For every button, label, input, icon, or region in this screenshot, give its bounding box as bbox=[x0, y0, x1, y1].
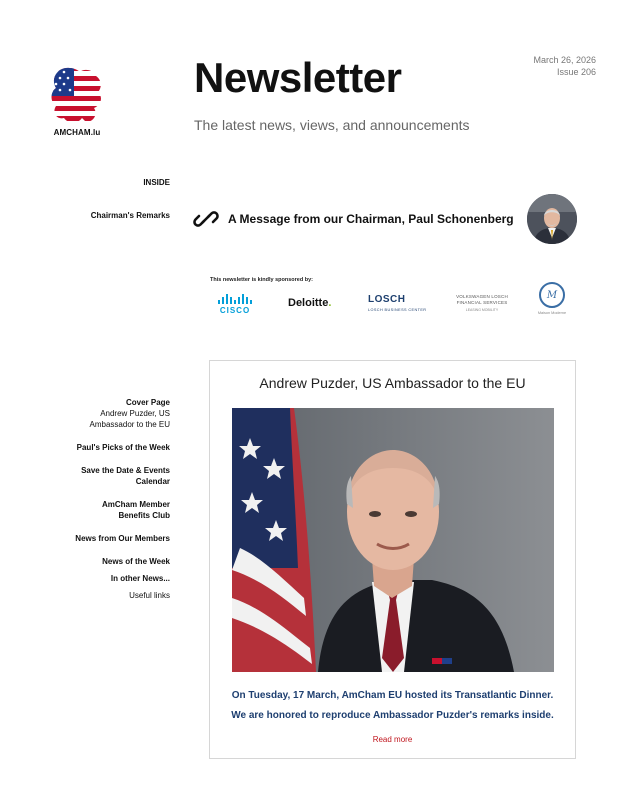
amcham-logo[interactable] bbox=[48, 66, 106, 137]
toc-chairmans-remarks[interactable]: Chairman's Remarks bbox=[90, 211, 170, 220]
sponsors-label: This newsletter is kindly sponsored by: bbox=[210, 277, 313, 283]
chairman-message-link[interactable]: A Message from our Chairman, Paul Schonenberg bbox=[228, 212, 514, 226]
deloitte-dot: . bbox=[328, 297, 332, 309]
amcham-lion-flag-logo bbox=[50, 66, 104, 126]
vw-line2: FINANCIAL SERVICES bbox=[456, 300, 508, 305]
losch-subtitle: LOSCH BUSINESS CENTER bbox=[368, 308, 427, 312]
feature-card bbox=[209, 360, 576, 759]
toc-cover-line2[interactable]: Ambassador to the EU bbox=[89, 420, 170, 429]
deloitte-logo[interactable] bbox=[288, 297, 331, 309]
inside-heading: INSIDE bbox=[143, 178, 170, 187]
maison-moderne-mark-icon: M bbox=[539, 282, 565, 308]
vw-line1: VOLKSWAGEN LOSCH bbox=[456, 294, 508, 299]
newsletter-subtitle: The latest news, views, and announcements bbox=[194, 117, 470, 133]
logo-text: AMCHAM.lu bbox=[53, 128, 101, 137]
toc-pauls-picks[interactable]: Paul's Picks of the Week bbox=[76, 443, 170, 452]
chain-link-icon bbox=[193, 206, 219, 232]
toc-useful-links[interactable]: Useful links bbox=[129, 591, 170, 600]
feature-summary bbox=[210, 686, 575, 726]
toc-cover-line1[interactable]: Andrew Puzder, US bbox=[100, 409, 170, 418]
vw-losch-logo[interactable] bbox=[452, 294, 512, 312]
feature-title: Andrew Puzder, US Ambassador to the EU bbox=[259, 375, 526, 391]
losch-wordmark: LOSCH bbox=[368, 294, 406, 305]
chairman-link-icon-wrap[interactable] bbox=[193, 206, 219, 232]
cisco-bars-icon bbox=[212, 294, 258, 304]
issue-info bbox=[533, 54, 596, 78]
toc-other-news[interactable]: In other News... bbox=[110, 574, 170, 583]
toc-save-date-line1[interactable]: Save the Date & Events bbox=[81, 466, 170, 475]
ambassador-portrait bbox=[232, 408, 554, 672]
table-of-contents bbox=[30, 397, 170, 601]
chairman-portrait bbox=[527, 194, 577, 244]
deloitte-wordmark: Deloitte bbox=[288, 297, 329, 309]
cisco-wordmark: CISCO bbox=[219, 306, 251, 315]
maison-moderne-wordmark: Maison Moderne bbox=[537, 311, 567, 315]
toc-cover-page[interactable]: Cover Page bbox=[125, 398, 170, 407]
newsletter-title: Newsletter bbox=[194, 54, 402, 101]
maison-moderne-logo[interactable] bbox=[532, 282, 572, 315]
toc-save-date-line2[interactable]: Calendar bbox=[135, 477, 170, 486]
toc-benefits-line2[interactable]: Benefits Club bbox=[118, 511, 170, 520]
feature-line1: On Tuesday, 17 March, AmCham EU hosted its Transatlantic Dinner. bbox=[231, 690, 554, 701]
vw-line3: LEASING MOBILITY bbox=[465, 308, 499, 312]
toc-news-of-week[interactable]: News of the Week bbox=[102, 557, 170, 566]
issue-date: March 26, 2026 bbox=[533, 55, 596, 65]
toc-members-news[interactable]: News from Our Members bbox=[75, 534, 170, 543]
toc-benefits-line1[interactable]: AmCham Member bbox=[101, 500, 170, 509]
losch-logo[interactable] bbox=[368, 294, 428, 312]
chairman-avatar[interactable] bbox=[527, 194, 577, 244]
cisco-logo[interactable] bbox=[212, 294, 258, 315]
ambassador-photo[interactable] bbox=[232, 408, 554, 672]
read-more-link[interactable]: Read more bbox=[372, 735, 413, 744]
issue-number: Issue 206 bbox=[556, 67, 596, 77]
sponsor-logos bbox=[206, 282, 576, 322]
feature-line2: We are honored to reproduce Ambassador Puzder's remarks inside. bbox=[231, 710, 554, 721]
